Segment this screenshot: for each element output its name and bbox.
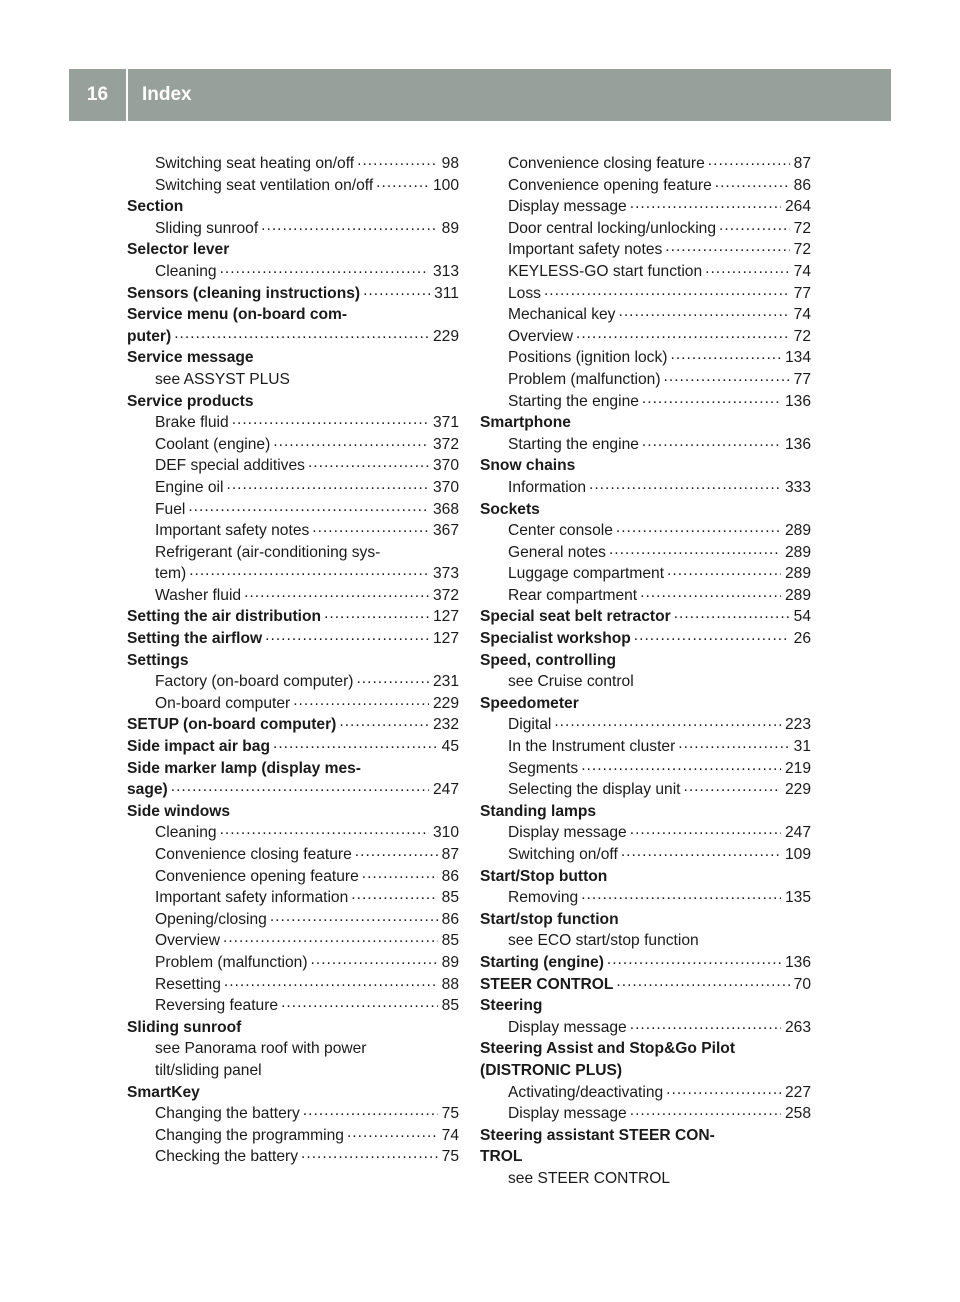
index-entry <box>127 520 459 542</box>
index-entry-page[interactable]: 289 <box>784 543 811 561</box>
dot-leader <box>171 776 429 798</box>
index-entry-label: Setting the air distribution <box>127 608 322 626</box>
index-entry-label: Fuel <box>155 500 186 518</box>
dot-leader <box>273 733 438 755</box>
index-entry-label: Loss <box>508 284 541 302</box>
index-entry-label: Starting the engine <box>508 392 639 410</box>
index-entry-page[interactable]: 368 <box>432 500 459 518</box>
dot-leader <box>666 1079 781 1101</box>
dot-leader <box>293 690 429 712</box>
dot-leader <box>581 755 781 777</box>
index-entry-page[interactable]: 229 <box>784 781 811 799</box>
index-entry-page[interactable]: 75 <box>441 1105 459 1123</box>
index-entry-page[interactable]: 258 <box>784 1105 811 1123</box>
index-entry-label: Changing the programming <box>155 1126 344 1144</box>
index-entry-page[interactable]: 264 <box>784 198 811 216</box>
index-entry-label: Sliding sunroof <box>155 219 259 237</box>
index-entry <box>480 1168 811 1190</box>
index-entry-page[interactable]: 89 <box>441 219 459 237</box>
dot-leader <box>642 388 781 410</box>
index-entry <box>480 1038 811 1060</box>
index-entry-page[interactable]: 77 <box>793 284 811 302</box>
dot-leader <box>273 431 429 453</box>
index-entry-label: Convenience opening feature <box>508 176 712 194</box>
index-entry <box>480 650 811 672</box>
index-entry <box>480 887 811 909</box>
index-entry-page[interactable]: 231 <box>432 673 459 691</box>
index-entry-label: Segments <box>508 759 579 777</box>
index-entry-label: Switching on/off <box>508 846 618 863</box>
dot-leader <box>616 971 789 993</box>
dot-leader <box>674 603 790 625</box>
index-entry-page[interactable]: 72 <box>793 219 811 237</box>
index-entry-page[interactable]: 72 <box>793 241 811 259</box>
index-entry-page[interactable]: 85 <box>441 889 459 907</box>
dot-leader <box>705 258 790 280</box>
dot-leader <box>376 172 429 194</box>
index-entry <box>127 347 459 369</box>
index-entry-label: Specialist workshop <box>480 630 631 648</box>
index-entry <box>127 175 459 197</box>
index-entry-label: STEER CONTROL <box>480 975 614 993</box>
index-entry-page[interactable]: 135 <box>784 889 811 907</box>
index-entry-label: Positions (ignition lock) <box>508 349 668 367</box>
index-entry-page[interactable]: 370 <box>432 457 459 475</box>
dot-leader <box>667 560 781 582</box>
index-entry-page[interactable]: 371 <box>432 414 459 432</box>
page-header <box>69 69 891 121</box>
index-entry-label: KEYLESS-GO start function <box>508 262 703 280</box>
index-entry-label: Center console <box>508 522 613 540</box>
index-entry <box>480 1125 811 1147</box>
index-entry-label: General notes <box>508 543 606 561</box>
index-entry-label: Problem (malfunction) <box>155 953 308 971</box>
index-entry-label: Settings <box>127 651 189 669</box>
index-entry-label: Speedometer <box>480 694 579 712</box>
index-entry <box>480 909 811 931</box>
index-entry-label: Starting (engine) <box>480 953 604 971</box>
index-entry-label: Cleaning <box>155 824 217 842</box>
index-entry-page[interactable]: 72 <box>793 327 811 345</box>
index-entry-label: Snow chains <box>480 457 576 475</box>
index-entry-label: Starting the engine <box>508 435 639 453</box>
dot-leader <box>232 409 429 431</box>
index-entry-label: Special seat belt retractor <box>480 608 671 626</box>
index-entry-label: Display message <box>508 1018 627 1036</box>
index-entry-page[interactable]: 219 <box>784 759 811 777</box>
index-entry-page[interactable]: 370 <box>432 478 459 496</box>
index-entry-label: see ECO start/stop function <box>508 932 699 950</box>
index-entry <box>480 779 811 801</box>
dot-leader <box>616 517 781 539</box>
dot-leader <box>664 366 790 388</box>
index-entry-label: Convenience opening feature <box>155 867 359 885</box>
dot-leader <box>642 431 781 453</box>
dot-leader <box>303 1100 438 1122</box>
index-entry-label: Factory (on-board computer) <box>155 673 354 691</box>
dot-leader <box>281 992 438 1014</box>
dot-leader <box>339 711 429 733</box>
index-entry-page[interactable]: 109 <box>784 846 811 863</box>
dot-leader <box>174 323 429 345</box>
index-entry-label: Sensors (cleaning instructions) <box>127 284 361 302</box>
index-entry-page[interactable]: 74 <box>793 306 811 324</box>
index-entry-label: Service products <box>127 392 254 410</box>
index-entry-label: Section <box>127 198 184 216</box>
index-entry-label: Washer fluid <box>155 586 242 604</box>
index-entry-label: Important safety information <box>155 889 349 907</box>
index-entry-page[interactable]: 54 <box>793 608 811 626</box>
index-entry <box>127 779 459 801</box>
dot-leader <box>630 193 781 215</box>
dot-leader <box>719 215 790 237</box>
index-entry-page[interactable]: 86 <box>793 176 811 194</box>
index-entry-page[interactable]: 89 <box>441 953 459 971</box>
page-title: Index <box>142 84 192 105</box>
index-entry-label: Cleaning <box>155 262 217 280</box>
dot-leader <box>621 841 781 863</box>
index-entry-page[interactable]: 26 <box>793 630 811 648</box>
dot-leader <box>708 150 790 172</box>
dot-leader <box>244 582 429 604</box>
index-entry-label: Start/stop function <box>480 910 619 928</box>
dot-leader <box>634 625 790 647</box>
index-entry-label: (DISTRONIC PLUS) <box>480 1061 623 1079</box>
index-entry-label: Sockets <box>480 500 540 518</box>
index-entry <box>127 1060 459 1082</box>
index-entry-label: Important safety notes <box>508 241 663 259</box>
index-entry-page[interactable]: 86 <box>441 867 459 885</box>
header-divider <box>126 69 128 121</box>
dot-leader <box>581 884 781 906</box>
index-entry-label: Activating/deactivating <box>508 1083 664 1101</box>
dot-leader <box>265 625 429 647</box>
dot-leader <box>312 517 429 539</box>
index-entry-label: TROL <box>480 1148 523 1166</box>
index-entry-label: Checking the battery <box>155 1148 299 1166</box>
index-entry-page[interactable]: 87 <box>793 155 811 172</box>
index-entry-label: Important safety notes <box>155 522 310 540</box>
index-entry-label: Overview <box>508 327 573 345</box>
index-entry-label: Mechanical key <box>508 306 616 324</box>
index-entry-label: Opening/closing <box>155 910 267 928</box>
index-entry <box>480 1103 811 1125</box>
index-entry <box>480 628 811 650</box>
index-entry-page[interactable]: 74 <box>441 1126 459 1144</box>
dot-leader <box>301 1143 438 1165</box>
index-entry-label: Standing lamps <box>480 802 597 820</box>
index-entry-label: Service message <box>127 349 254 367</box>
dot-leader <box>308 452 429 474</box>
index-entry <box>480 1017 811 1039</box>
index-entry-page[interactable]: 289 <box>784 522 811 540</box>
index-entry-page[interactable]: 98 <box>441 155 459 172</box>
index-entry-label: Display message <box>508 198 627 216</box>
index-entry-label: sage) <box>127 781 168 799</box>
index-entry-label: Steering <box>480 997 543 1015</box>
index-entry-page[interactable]: 45 <box>441 738 459 756</box>
dot-leader <box>355 841 438 863</box>
dot-leader <box>678 733 789 755</box>
index-entry-label: Switching seat heating on/off <box>155 155 355 172</box>
index-entry-label: Convenience closing feature <box>508 155 705 172</box>
dot-leader <box>715 172 790 194</box>
index-entry-label: On-board computer <box>155 694 291 712</box>
index-entry-label: Coolant (engine) <box>155 435 271 453</box>
dot-leader <box>609 539 781 561</box>
index-entry <box>480 671 811 693</box>
dot-leader <box>220 819 429 841</box>
index-entry-label: tilt/sliding panel <box>155 1061 262 1079</box>
index-entry-page[interactable]: 127 <box>432 608 459 626</box>
dot-leader <box>607 949 781 971</box>
index-entry-label: Selector lever <box>127 241 230 259</box>
dot-leader <box>363 280 430 302</box>
index-entry-page[interactable]: 87 <box>441 846 459 863</box>
index-entry-page[interactable]: 136 <box>784 953 811 971</box>
index-entry-label: Service menu (on-board com- <box>127 306 348 324</box>
index-entry-page[interactable]: 223 <box>784 716 811 734</box>
index-entry-page[interactable]: 263 <box>784 1018 811 1036</box>
index-entry-label: Display message <box>508 824 627 842</box>
index-entry-label: Speed, controlling <box>480 651 617 669</box>
index-entry-label: Sliding sunroof <box>127 1018 242 1036</box>
index-entry-page[interactable]: 247 <box>784 824 811 842</box>
index-entry-label: Removing <box>508 889 579 907</box>
dot-leader <box>670 344 780 366</box>
index-entry-label: Side impact air bag <box>127 738 270 756</box>
index-entry-page[interactable]: 85 <box>441 932 459 950</box>
dot-leader <box>630 1100 781 1122</box>
dot-leader <box>357 150 438 172</box>
dot-leader <box>362 863 438 885</box>
index-entry-label: SmartKey <box>127 1083 200 1101</box>
dot-leader <box>324 603 429 625</box>
dot-leader <box>311 949 438 971</box>
index-entry-label: see STEER CONTROL <box>508 1169 671 1187</box>
index-entry-label: Switching seat ventilation on/off <box>155 176 374 194</box>
index-entry-label: Smartphone <box>480 414 571 432</box>
index-entry-page[interactable]: 70 <box>793 975 811 993</box>
index-entry-label: Overview <box>155 932 220 950</box>
index-entry-page[interactable]: 289 <box>784 565 811 583</box>
index-entry-page[interactable]: 372 <box>432 435 459 453</box>
index-entry-label: Setting the airflow <box>127 630 263 648</box>
index-entry-page[interactable]: 134 <box>784 349 811 367</box>
dot-leader <box>347 1122 438 1144</box>
index-entry <box>127 1038 459 1060</box>
index-entry-page[interactable]: 86 <box>441 910 459 928</box>
dot-leader <box>227 474 429 496</box>
index-entry-label: Refrigerant (air-conditioning sys- <box>155 543 381 561</box>
index-entry-page[interactable]: 136 <box>784 435 811 453</box>
index-entry-page[interactable]: 75 <box>441 1148 459 1166</box>
index-entry-page[interactable]: 313 <box>432 262 459 280</box>
dot-leader <box>684 776 781 798</box>
dot-leader <box>356 668 429 690</box>
index-entry <box>127 1146 459 1168</box>
index-entry-label: Door central locking/unlocking <box>508 219 717 237</box>
index-entry-page[interactable]: 77 <box>793 370 811 388</box>
index-entry-label: Convenience closing feature <box>155 846 352 863</box>
index-entry-label: Digital <box>508 716 552 734</box>
index-entry-label: Rear compartment <box>508 586 638 604</box>
index-entry-label: puter) <box>127 327 172 345</box>
index-entry <box>480 1146 811 1168</box>
index-entry-page[interactable]: 367 <box>432 522 459 540</box>
dot-leader <box>220 258 429 280</box>
index-entry <box>127 995 459 1017</box>
index-entry <box>127 628 459 650</box>
dot-leader <box>351 884 437 906</box>
index-entry-page[interactable]: 372 <box>432 586 459 604</box>
index-entry-label: Side windows <box>127 802 231 820</box>
dot-leader <box>223 927 438 949</box>
index-entry <box>480 844 811 866</box>
dot-leader <box>665 236 789 258</box>
index-entry <box>127 369 459 391</box>
index-entry-page[interactable]: 311 <box>434 284 459 302</box>
index-entry-label: see Panorama roof with power <box>155 1040 367 1058</box>
index-entry-page[interactable]: 229 <box>432 694 459 712</box>
index-entry-label: SETUP (on-board computer) <box>127 716 337 734</box>
index-entry <box>127 1017 459 1039</box>
index-entry-page[interactable]: 227 <box>784 1083 811 1101</box>
index-entry-page[interactable]: 136 <box>784 392 811 410</box>
dot-leader <box>261 215 437 237</box>
index-entry-page[interactable]: 127 <box>432 630 459 648</box>
index-entry-page[interactable]: 333 <box>784 478 811 496</box>
index-entry-label: Selecting the display unit <box>508 781 681 799</box>
dot-leader <box>188 496 429 518</box>
index-entry <box>480 391 811 413</box>
index-entry-label: Luggage compartment <box>508 565 665 583</box>
index-entry-label: Start/Stop button <box>480 867 608 885</box>
index-entry-page[interactable]: 229 <box>432 327 459 345</box>
dot-leader <box>618 301 789 323</box>
dot-leader <box>576 323 790 345</box>
dot-leader <box>189 560 429 582</box>
index-entry-label: Steering assistant STEER CON- <box>480 1126 715 1144</box>
dot-leader <box>640 582 781 604</box>
index-entry-page[interactable]: 373 <box>432 565 459 583</box>
index-entry-page[interactable]: 232 <box>432 716 459 734</box>
index-entry-label: Reversing feature <box>155 997 279 1015</box>
index-entry-label: tem) <box>155 565 187 583</box>
dot-leader <box>270 906 438 928</box>
index-entry-page[interactable]: 310 <box>432 824 459 842</box>
index-entry-label: Changing the battery <box>155 1105 300 1123</box>
dot-leader <box>630 819 781 841</box>
index-column-right <box>480 153 811 1190</box>
index-entry-page[interactable]: 289 <box>784 586 811 604</box>
index-entry-label: Engine oil <box>155 478 224 496</box>
index-entry-page[interactable]: 247 <box>432 781 459 799</box>
index-entry-label: see Cruise control <box>508 673 634 691</box>
dot-leader <box>589 474 781 496</box>
index-entry-page[interactable]: 88 <box>441 975 459 993</box>
dot-leader <box>554 711 781 733</box>
index-entry-page[interactable]: 85 <box>441 997 459 1015</box>
index-entry-label: Information <box>508 478 587 496</box>
index-entry-page[interactable]: 100 <box>432 176 459 194</box>
index-entry-label: Resetting <box>155 975 221 993</box>
index-entry <box>480 477 811 499</box>
index-entry-page[interactable]: 31 <box>793 738 811 756</box>
index-entry-label: Steering Assist and Stop&Go Pilot <box>480 1040 736 1058</box>
index-entry-label: see ASSYST PLUS <box>155 370 290 388</box>
dot-leader <box>630 1014 781 1036</box>
index-entry-label: Side marker lamp (display mes- <box>127 759 362 777</box>
index-column-left <box>127 153 459 1168</box>
index-entry-label: Problem (malfunction) <box>508 370 661 388</box>
index-entry <box>480 974 811 996</box>
index-entry-label: Brake fluid <box>155 414 229 432</box>
index-entry-label: Display message <box>508 1105 627 1123</box>
index-entry <box>127 283 459 305</box>
index-entry-label: In the Instrument cluster <box>508 738 676 756</box>
index-entry <box>127 736 459 758</box>
index-entry-label: DEF special additives <box>155 457 305 475</box>
dot-leader <box>544 280 790 302</box>
index-entry <box>480 434 811 456</box>
index-entry-page[interactable]: 74 <box>793 262 811 280</box>
page-number: 16 <box>86 84 109 105</box>
index-entry <box>127 326 459 348</box>
dot-leader <box>224 971 438 993</box>
index-entry <box>127 218 459 240</box>
